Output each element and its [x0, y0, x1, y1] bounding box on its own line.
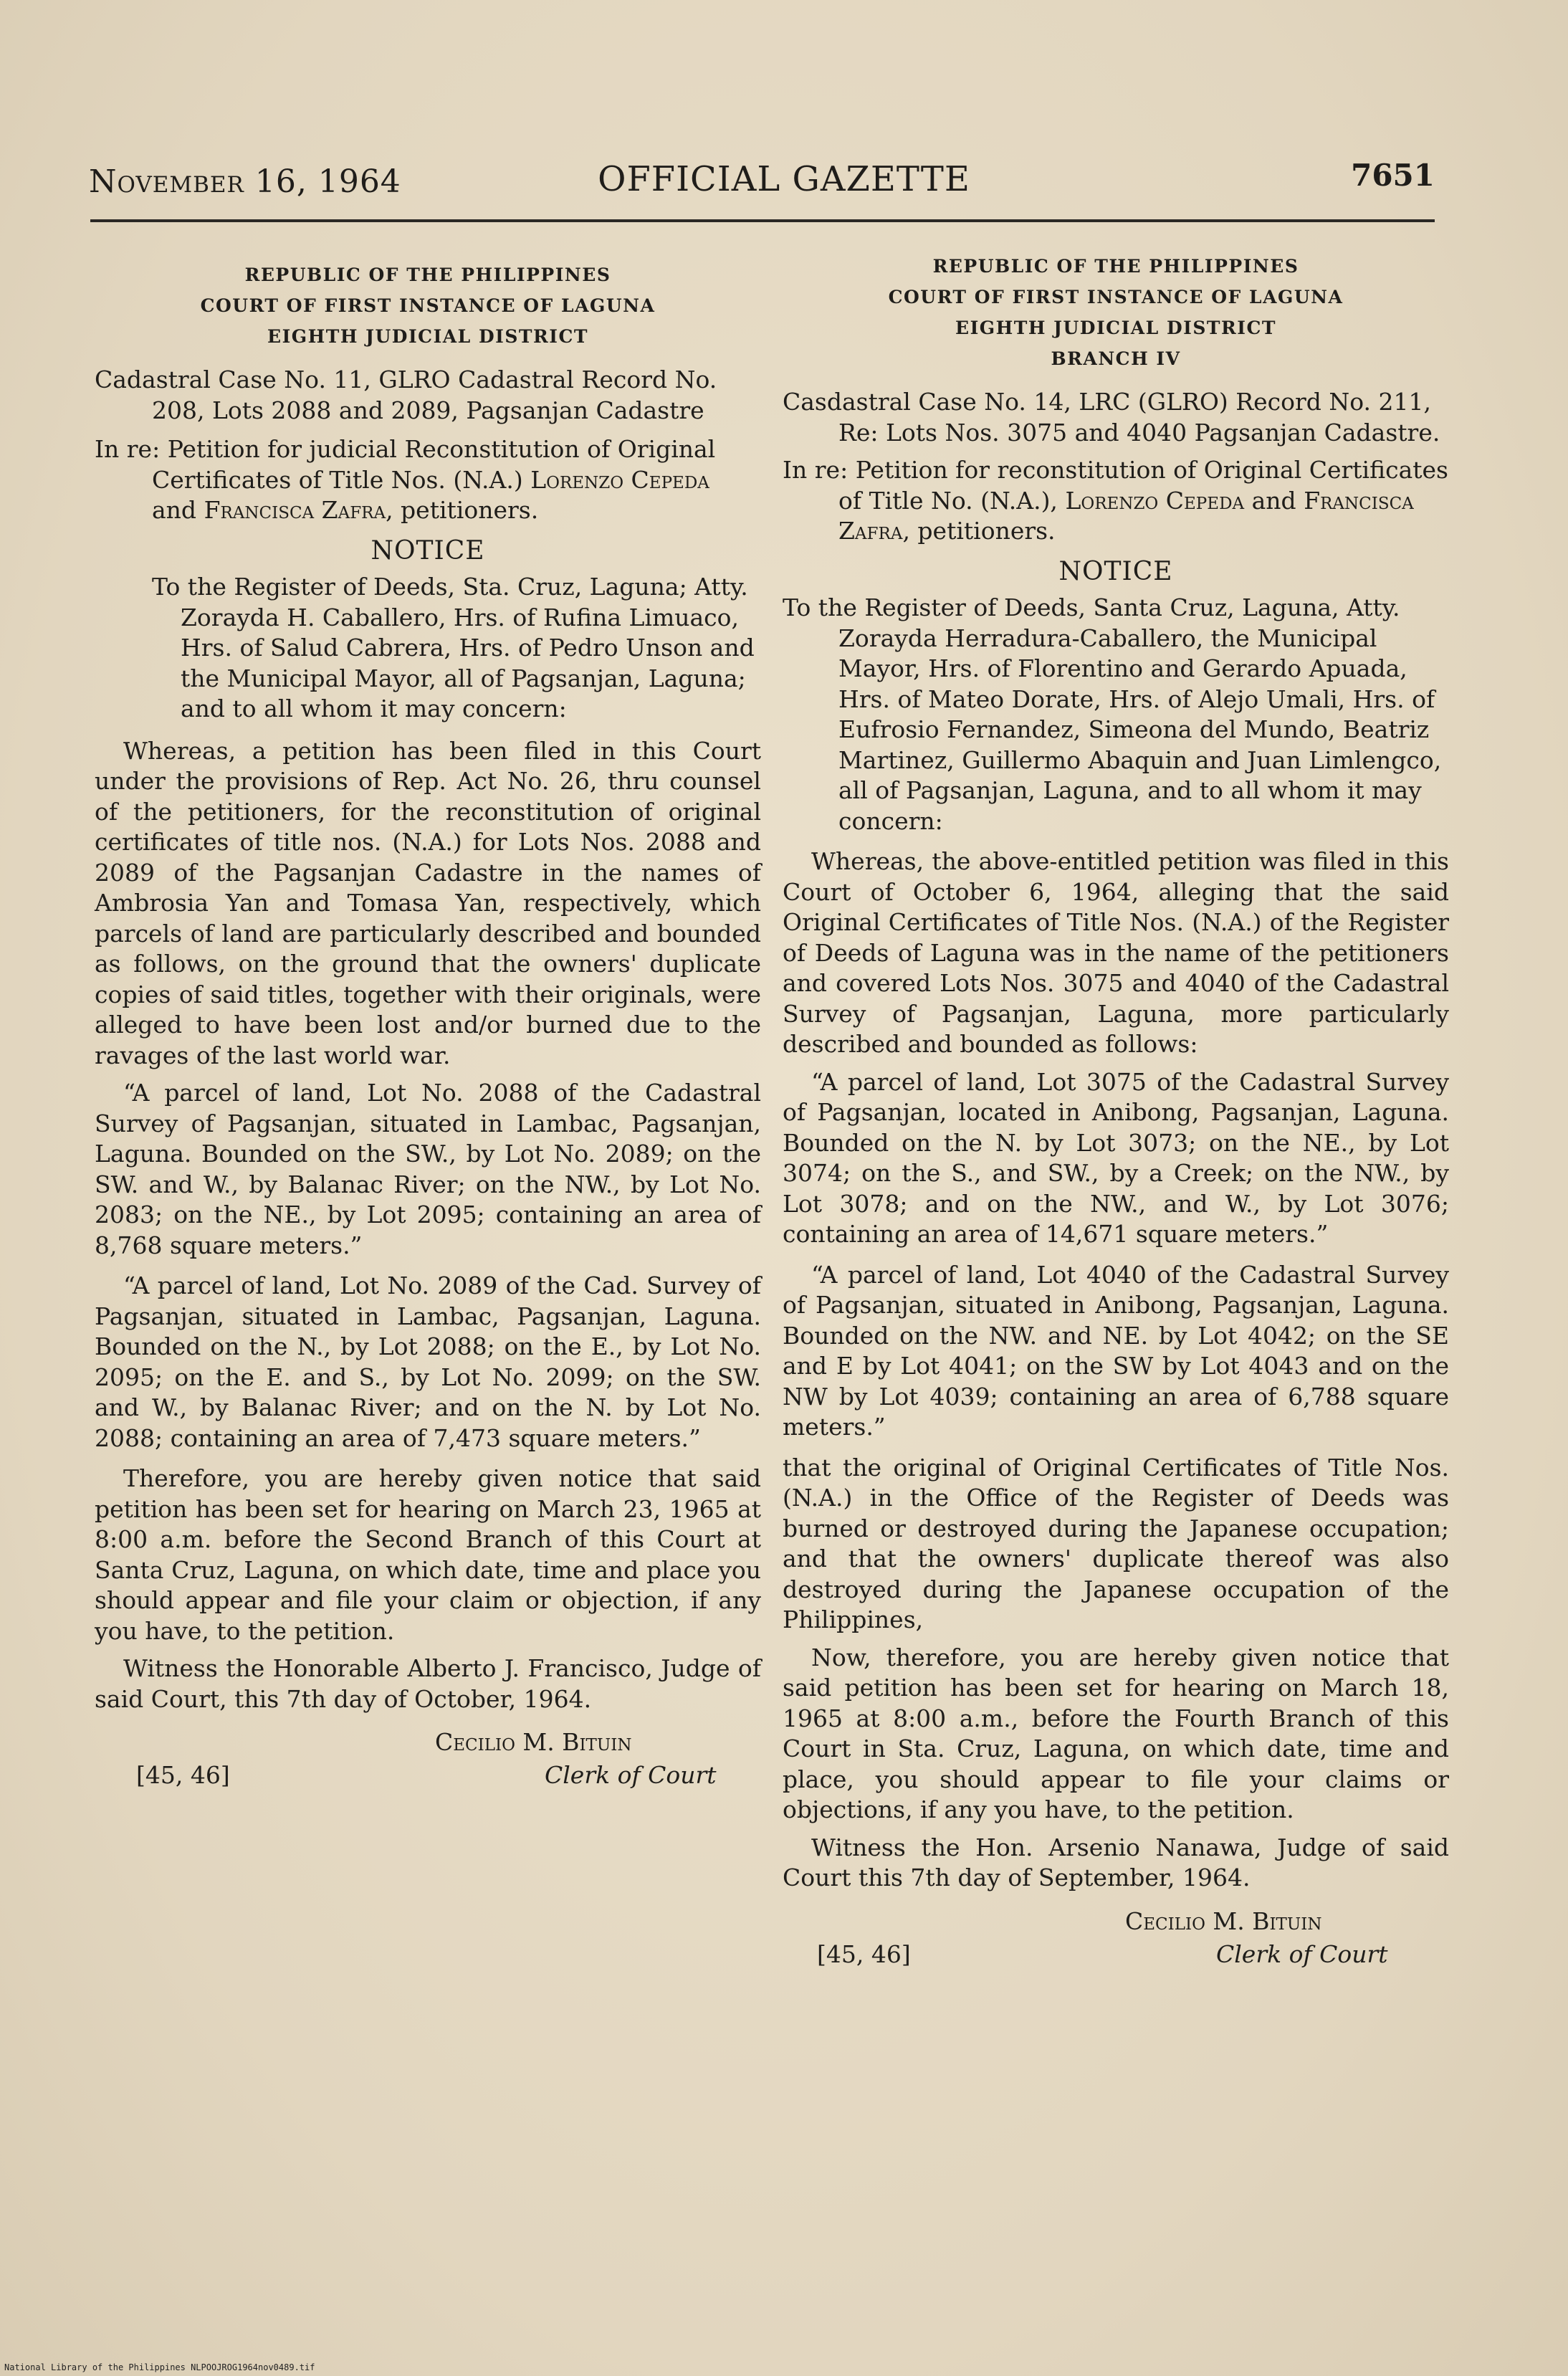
- right-court-line: COURT OF FIRST INSTANCE OF LAGUNA: [888, 287, 1344, 307]
- right-reference: [45, 46]: [817, 1940, 911, 1968]
- left-in-re-text: In re: Petition for judicial Reconstitution of Original Certificates of Title Nos. (N.A.): [95, 435, 716, 494]
- right-witness: Witness the Hon. Arsenio Nanawa, Judge of said Court this 7th day of September, 1964.: [783, 1833, 1449, 1891]
- left-petitioner-1: Lorenzo Cepeda: [530, 465, 709, 494]
- right-whereas: Whereas, the above-entitled petition was filed in this Court of October 6, 1964, alleging that the said Original Certificates of Title Nos. (N.A.) of the Register of Deeds of Laguna was in the name of the petitioners and covered Lots Nos. 3075 and 4040 of the Cadastral Survey of Pagsanjan, Laguna, more particularly described and bounded as follows:: [783, 847, 1449, 1058]
- left-court-line: COURT OF FIRST INSTANCE OF LAGUNA: [200, 295, 656, 316]
- right-in-re: [783, 455, 1449, 547]
- left-reference: [45, 46]: [136, 1761, 230, 1789]
- left-in-re: [95, 434, 761, 526]
- left-witness: Witness the Honorable Alberto J. Francisco, Judge of said Court, this 7th day of October, 1964.: [95, 1654, 761, 1713]
- right-signer-role: Clerk of Court: [1216, 1940, 1388, 1968]
- left-court-heading: [95, 259, 761, 352]
- right-signer-name: Cecilio M. Bituin: [1125, 1907, 1322, 1935]
- left-petitioner-and: and: [152, 496, 197, 524]
- footer-source-line: National Library of the Philippines NLPOOJROG1964nov0489.tif: [4, 2362, 315, 2372]
- left-court-line: REPUBLIC OF THE PHILIPPINES: [244, 264, 611, 285]
- left-whereas: Whereas, a petition has been filed in this Court under the provisions of Rep. Act No. 26, thru counsel of the petitioners, for the reconstitution of original certificates of title nos. (N.A.) for Lots Nos. 2088 and 2089 of the Pagsanjan Cadastre in the names of Ambrosia Yan and Tomasa Yan, respectively, which parcels of land are particularly described and bounded as follows, on the ground that the owners' duplicate copies of said titles, together with their originals, were alleged to have been lost and/or burned due to the ravages of the last world war.: [95, 736, 761, 1069]
- left-addressees: To the Register of Deeds, Sta. Cruz, Laguna; Atty. Zorayda H. Caballero, Hrs. of Rufina Limuaco, Hrs. of Salud Cabrera, Hrs. of Pedro Unson and the Municipal Mayor, all of Pagsanjan, Laguna; and to all whom it may concern:: [152, 573, 755, 722]
- left-signer-role: Clerk of Court: [545, 1761, 717, 1789]
- header-date: November 16, 1964: [89, 163, 401, 200]
- left-signer-name: Cecilio M. Bituin: [435, 1728, 632, 1756]
- right-court-line: REPUBLIC OF THE PHILIPPINES: [932, 256, 1299, 277]
- right-therefore: Now, therefore, you are hereby given notice that said petition has been set for hearing on March 18, 1965 at 8:00 a.m., before the Fourth Branch of this Court in Sta. Cruz, Laguna, on which date, time and place, you should appear to file your claims or objections, if any you have, to the petition.: [783, 1643, 1449, 1823]
- left-petitioner-2: Francisca Zafra: [204, 496, 386, 524]
- right-petitioner-1: Lorenzo Cepeda: [1065, 486, 1245, 515]
- right-petitioner-and: and: [1251, 486, 1296, 515]
- right-petitioner-2: Francisca Zafra: [838, 486, 1414, 545]
- right-parcel-2: “A parcel of land, Lot 4040 of the Cadastral Survey of Pagsanjan, situated in Anibong, Pagsanjan, Laguna. Bounded on the NW. and NE. by Lot 4042; on the SE and E by Lot 4041; on the SW by Lot 4043 and on the NW by Lot 4039; containing an area of 6,788 square meters.”: [783, 1260, 1449, 1441]
- right-notice-heading: NOTICE: [1058, 556, 1173, 586]
- header-rule: [90, 219, 1435, 222]
- left-court-line: EIGHTH JUDICIAL DISTRICT: [267, 326, 588, 347]
- right-court-line: EIGHTH JUDICIAL DISTRICT: [955, 318, 1276, 338]
- right-parcel-1: “A parcel of land, Lot 3075 of the Cadastral Survey of Pagsanjan, located in Anibong, Pagsanjan, Laguna. Bounded on the N. by Lot 3073; on the NE., by Lot 3074; on the S., and SW., by a Creek; on the NW., by Lot 3078; and on the NW., and W., by Lot 3076; containing an area of 14,671 square meters.”: [783, 1067, 1449, 1248]
- right-case-number: Casdastral Case No. 14, LRC (GLRO) Record No. 211, Re: Lots Nos. 3075 and 4040 Pagsanjan Cadastre.: [783, 388, 1440, 447]
- right-addressees: To the Register of Deeds, Santa Cruz, Laguna, Atty. Zorayda Herradura-Caballero, the Municipal Mayor, Hrs. of Florentino and Gerardo Apuada, Hrs. of Mateo Dorate, Hrs. of Alejo Umali, Hrs. of Eufrosio Fernandez, Simeona del Mundo, Beatriz Martinez, Guillermo Abaquin and Juan Limlengco, all of Pagsanjan, Laguna, and to all whom it may concern:: [783, 593, 1442, 835]
- left-notice: [95, 259, 761, 1799]
- left-parcel-2: “A parcel of land, Lot No. 2089 of the Cad. Survey of Pagsanjan, situated in Lambac, Pagsanjan, Laguna. Bounded on the N., by Lot 2088; on the E., by Lot No. 2095; on the E. and S., by Lot No. 2099; on the SW. and W., by Balanac River; and on the N. by Lot No. 2088; containing an area of 7,473 square meters.”: [95, 1272, 761, 1452]
- header-page-number: 7651: [1351, 158, 1435, 193]
- right-court-heading: [783, 251, 1449, 374]
- left-petitioner-tail: , petitioners.: [386, 496, 539, 524]
- header-title: OFFICIAL GAZETTE: [598, 159, 970, 199]
- left-notice-heading: NOTICE: [371, 535, 485, 566]
- left-therefore: Therefore, you are hereby given notice that said petition has been set for hearing on March 23, 1965 at 8:00 a.m. before the Second Branch of this Court at Santa Cruz, Laguna, on which date, time and place you should appear and file your claim or objection, if any you have, to the petition.: [95, 1464, 761, 1645]
- left-case-number: Cadastral Case No. 11, GLRO Cadastral Record No. 208, Lots 2088 and 2089, Pagsanjan Cadastre: [95, 366, 717, 424]
- right-court-line: BRANCH IV: [1051, 348, 1181, 369]
- left-parcel-1: “A parcel of land, Lot No. 2088 of the Cadastral Survey of Pagsanjan, situated in Lambac, Pagsanjan, Laguna. Bounded on the SW., by Lot No. 2089; on the SW. and W., by Balanac River; on the NW., by Lot No. 2083; on the NE., by Lot 2095; containing an area of 8,768 square meters.”: [95, 1079, 761, 1259]
- right-that-clause: that the original of Original Certificates of Title Nos. (N.A.) in the Office of the Register of Deeds was burned or destroyed during the Japanese occupation; and that the owners' duplicate thereof was also destroyed during the Japanese occupation of the Philippines,: [783, 1453, 1449, 1633]
- right-petitioner-tail: , petitioners.: [902, 517, 1056, 545]
- right-in-re-text: In re: Petition for reconstitution of Original Certificates of Title No. (N.A.),: [783, 456, 1448, 515]
- right-signature-block: [783, 1907, 1449, 1978]
- right-notice: [783, 251, 1449, 1978]
- left-signature-block: [95, 1727, 761, 1799]
